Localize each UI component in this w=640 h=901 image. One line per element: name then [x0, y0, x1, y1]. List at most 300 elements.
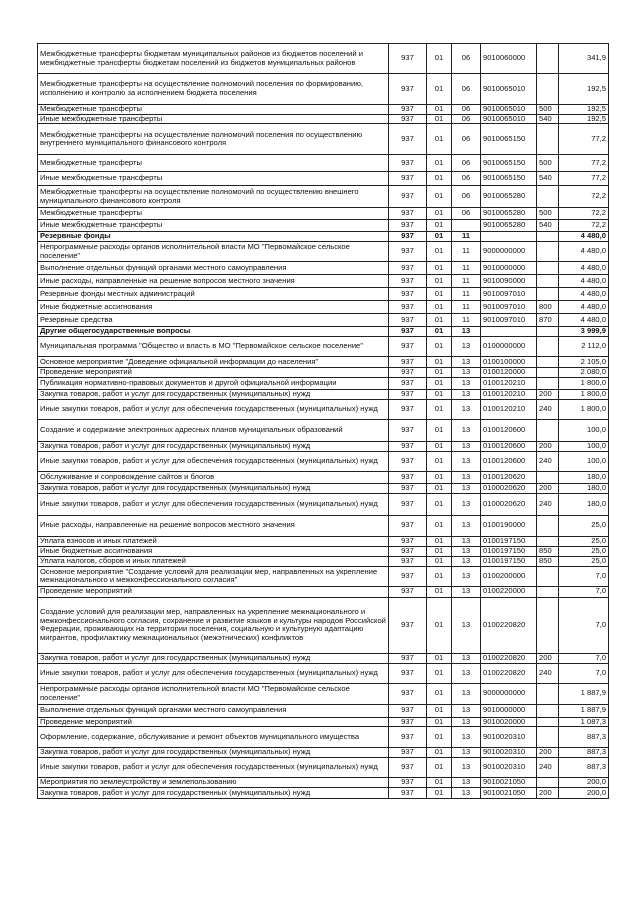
- row-rz-cell: 01: [427, 242, 452, 262]
- row-vr-cell: [537, 262, 559, 275]
- row-name-cell: Создание и содержание электронных адресных планов муниципальных образований: [38, 419, 389, 441]
- row-pr-cell: 06: [452, 105, 481, 115]
- row-vr-cell: [537, 357, 559, 368]
- row-csr-cell: 0100020620: [481, 483, 537, 493]
- row-csr-cell: 9010097010: [481, 288, 537, 301]
- table-row: [38, 515, 609, 536]
- row-pr-cell: 13: [452, 586, 481, 597]
- row-vr-cell: 540: [537, 114, 559, 124]
- row-name-cell: Иные закупки товаров, работ и услуг для обеспечения государственных (муниципальных) нужд: [38, 399, 389, 419]
- row-rz-cell: 01: [427, 704, 452, 717]
- table-row: [38, 124, 609, 155]
- row-name-cell: Иные бюджетные ассигнования: [38, 546, 389, 556]
- row-ved-cell: 937: [389, 777, 427, 787]
- row-csr-cell: 0100220820: [481, 663, 537, 683]
- row-ved-cell: 937: [389, 314, 427, 327]
- table-row: [38, 105, 609, 115]
- row-name-cell: Создание условий для реализации мер, направленных на укрепление межнационального и межконфессионального согласия, сохранение и развитие языков и культуры народов Российской Федерации, проживающих на территории поселения, социальную и культурную адаптацию мигрантов, профилактику межнациональных (межэтнических) конфликтов: [38, 597, 389, 653]
- row-rz-cell: 01: [427, 663, 452, 683]
- row-ved-cell: 937: [389, 399, 427, 419]
- row-ved-cell: 937: [389, 327, 427, 337]
- row-pr-cell: 13: [452, 327, 481, 337]
- row-rz-cell: 01: [427, 717, 452, 727]
- row-name-cell: Иные межбюджетные трансферты: [38, 220, 389, 232]
- table-row: [38, 536, 609, 546]
- row-csr-cell: 0100120210: [481, 377, 537, 389]
- row-rz-cell: 01: [427, 124, 452, 155]
- row-csr-cell: 0100000000: [481, 337, 537, 357]
- row-ved-cell: 937: [389, 515, 427, 536]
- row-rz-cell: 01: [427, 748, 452, 758]
- row-sum-cell: 25,0: [559, 546, 609, 556]
- row-pr-cell: 06: [452, 155, 481, 172]
- table-row: [38, 471, 609, 483]
- row-pr-cell: 06: [452, 44, 481, 74]
- row-sum-cell: 7,0: [559, 663, 609, 683]
- row-csr-cell: 0100220000: [481, 586, 537, 597]
- row-vr-cell: [537, 536, 559, 546]
- row-rz-cell: 01: [427, 288, 452, 301]
- row-rz-cell: 01: [427, 314, 452, 327]
- table-row: [38, 368, 609, 378]
- row-pr-cell: 13: [452, 377, 481, 389]
- row-ved-cell: 937: [389, 337, 427, 357]
- row-csr-cell: 0100120210: [481, 389, 537, 399]
- row-name-cell: Основное мероприятие "Создание условий для реализации мер, направленных на укрепление межнационального и межконфессионального согласия": [38, 566, 389, 586]
- row-csr-cell: 0100190000: [481, 515, 537, 536]
- row-sum-cell: 192,5: [559, 114, 609, 124]
- table-row: [38, 586, 609, 597]
- row-vr-cell: [537, 471, 559, 483]
- row-vr-cell: [537, 515, 559, 536]
- row-sum-cell: 2 112,0: [559, 337, 609, 357]
- table-row: [38, 441, 609, 451]
- row-ved-cell: 937: [389, 493, 427, 515]
- row-rz-cell: 01: [427, 451, 452, 471]
- row-name-cell: Муниципальная программа "Общество и власть в МО "Первомайское сельское поселение": [38, 337, 389, 357]
- row-csr-cell: 9010090000: [481, 275, 537, 288]
- row-sum-cell: 77,2: [559, 124, 609, 155]
- row-pr-cell: 11: [452, 242, 481, 262]
- row-vr-cell: 850: [537, 556, 559, 566]
- row-name-cell: Закупка товаров, работ и услуг для государственных (муниципальных) нужд: [38, 441, 389, 451]
- row-vr-cell: [537, 777, 559, 787]
- table-row: [38, 389, 609, 399]
- row-sum-cell: 7,0: [559, 586, 609, 597]
- row-sum-cell: 72,2: [559, 220, 609, 232]
- row-pr-cell: 13: [452, 368, 481, 378]
- row-name-cell: Межбюджетные трансферты: [38, 208, 389, 220]
- table-row: [38, 74, 609, 105]
- table-row: [38, 597, 609, 653]
- row-vr-cell: 870: [537, 314, 559, 327]
- row-name-cell: Выполнение отдельных функций органами местного самоуправления: [38, 262, 389, 275]
- row-csr-cell: 0100197150: [481, 556, 537, 566]
- row-name-cell: Межбюджетные трансферты на осуществление полномочий поселения по формированию, исполнению и контролю за исполнением бюджета поселения: [38, 74, 389, 105]
- row-rz-cell: 01: [427, 275, 452, 288]
- row-sum-cell: 4 480,0: [559, 288, 609, 301]
- row-rz-cell: 01: [427, 515, 452, 536]
- row-sum-cell: 1 800,0: [559, 377, 609, 389]
- row-vr-cell: 540: [537, 220, 559, 232]
- row-ved-cell: 937: [389, 208, 427, 220]
- row-rz-cell: 01: [427, 566, 452, 586]
- row-pr-cell: 13: [452, 757, 481, 777]
- table-row: [38, 357, 609, 368]
- row-sum-cell: 1 887,9: [559, 704, 609, 717]
- row-rz-cell: 01: [427, 105, 452, 115]
- row-name-cell: Межбюджетные трансферты: [38, 105, 389, 115]
- row-csr-cell: 9010065280: [481, 186, 537, 208]
- table-row: [38, 208, 609, 220]
- row-sum-cell: 7,0: [559, 597, 609, 653]
- row-vr-cell: [537, 242, 559, 262]
- row-csr-cell: 9010065280: [481, 220, 537, 232]
- table-row: [38, 232, 609, 242]
- row-sum-cell: 4 480,0: [559, 275, 609, 288]
- row-csr-cell: 0100197150: [481, 536, 537, 546]
- row-pr-cell: 06: [452, 74, 481, 105]
- row-ved-cell: 937: [389, 748, 427, 758]
- row-vr-cell: [537, 419, 559, 441]
- row-rz-cell: 01: [427, 727, 452, 748]
- row-sum-cell: 25,0: [559, 515, 609, 536]
- row-csr-cell: 9010060000: [481, 44, 537, 74]
- row-name-cell: Межбюджетные трансферты на осуществление полномочий поселения по осуществлению внутреннего муниципального финансового контроля: [38, 124, 389, 155]
- row-name-cell: Публикация нормативно-правовых документов и другой официальной информации: [38, 377, 389, 389]
- row-csr-cell: 9010020000: [481, 717, 537, 727]
- table-row: [38, 556, 609, 566]
- table-row: [38, 275, 609, 288]
- row-pr-cell: 13: [452, 399, 481, 419]
- row-sum-cell: 7,0: [559, 566, 609, 586]
- row-csr-cell: 9010000000: [481, 704, 537, 717]
- row-name-cell: Иные закупки товаров, работ и услуг для обеспечения государственных (муниципальных) нужд: [38, 757, 389, 777]
- row-ved-cell: 937: [389, 471, 427, 483]
- row-vr-cell: [537, 717, 559, 727]
- row-ved-cell: 937: [389, 727, 427, 748]
- row-name-cell: Закупка товаров, работ и услуг для государственных (муниципальных) нужд: [38, 787, 389, 798]
- row-pr-cell: 11: [452, 262, 481, 275]
- row-pr-cell: 13: [452, 653, 481, 663]
- row-vr-cell: [537, 704, 559, 717]
- row-pr-cell: 13: [452, 419, 481, 441]
- row-pr-cell: 11: [452, 288, 481, 301]
- row-ved-cell: 937: [389, 419, 427, 441]
- table-row: [38, 451, 609, 471]
- row-rz-cell: 01: [427, 74, 452, 105]
- row-name-cell: Уплата налогов, сборов и иных платежей: [38, 556, 389, 566]
- table-row: [38, 777, 609, 787]
- row-sum-cell: 2 105,0: [559, 357, 609, 368]
- row-name-cell: Иные расходы, направленные на решение вопросов местного значения: [38, 275, 389, 288]
- row-csr-cell: 9010065150: [481, 124, 537, 155]
- row-name-cell: Закупка товаров, работ и услуг для государственных (муниципальных) нужд: [38, 483, 389, 493]
- row-vr-cell: [537, 288, 559, 301]
- row-csr-cell: 9000000000: [481, 242, 537, 262]
- row-pr-cell: 13: [452, 748, 481, 758]
- row-rz-cell: 01: [427, 301, 452, 314]
- row-sum-cell: 1 800,0: [559, 399, 609, 419]
- row-sum-cell: 77,2: [559, 172, 609, 186]
- row-sum-cell: 4 480,0: [559, 242, 609, 262]
- row-pr-cell: 13: [452, 441, 481, 451]
- row-rz-cell: 01: [427, 683, 452, 704]
- table-row: [38, 314, 609, 327]
- row-name-cell: Непрограммные расходы органов исполнительной власти МО "Первомайское сельское поселение": [38, 683, 389, 704]
- row-csr-cell: 0100120600: [481, 441, 537, 451]
- row-rz-cell: 01: [427, 114, 452, 124]
- row-name-cell: Межбюджетные трансферты: [38, 155, 389, 172]
- row-ved-cell: 937: [389, 683, 427, 704]
- row-name-cell: Резервные фонды местных администраций: [38, 288, 389, 301]
- row-name-cell: Основное мероприятие "Доведение официальной информации до населения": [38, 357, 389, 368]
- row-csr-cell: 9010065150: [481, 155, 537, 172]
- table-row: [38, 186, 609, 208]
- row-rz-cell: 01: [427, 399, 452, 419]
- row-pr-cell: 11: [452, 275, 481, 288]
- row-rz-cell: 01: [427, 44, 452, 74]
- row-rz-cell: 01: [427, 483, 452, 493]
- row-sum-cell: 2 080,0: [559, 368, 609, 378]
- table-row: [38, 727, 609, 748]
- row-vr-cell: [537, 566, 559, 586]
- row-pr-cell: 13: [452, 566, 481, 586]
- row-name-cell: Закупка товаров, работ и услуг для государственных (муниципальных) нужд: [38, 389, 389, 399]
- table-row: [38, 546, 609, 556]
- row-sum-cell: 1 800,0: [559, 389, 609, 399]
- row-sum-cell: 341,9: [559, 44, 609, 74]
- row-ved-cell: 937: [389, 653, 427, 663]
- row-ved-cell: 937: [389, 536, 427, 546]
- table-row: [38, 566, 609, 586]
- row-csr-cell: 9010020310: [481, 748, 537, 758]
- row-ved-cell: 937: [389, 124, 427, 155]
- budget-table-body: [38, 44, 609, 799]
- row-vr-cell: 850: [537, 546, 559, 556]
- row-vr-cell: 500: [537, 105, 559, 115]
- row-csr-cell: [481, 232, 537, 242]
- row-ved-cell: 937: [389, 301, 427, 314]
- row-name-cell: Проведение мероприятий: [38, 368, 389, 378]
- row-name-cell: Иные закупки товаров, работ и услуг для обеспечения государственных (муниципальных) нужд: [38, 451, 389, 471]
- row-vr-cell: 500: [537, 208, 559, 220]
- row-ved-cell: 937: [389, 155, 427, 172]
- row-ved-cell: 937: [389, 787, 427, 798]
- row-sum-cell: 1 887,9: [559, 683, 609, 704]
- table-row: [38, 301, 609, 314]
- row-ved-cell: 937: [389, 663, 427, 683]
- table-row: [38, 220, 609, 232]
- row-vr-cell: [537, 232, 559, 242]
- row-ved-cell: 937: [389, 717, 427, 727]
- row-vr-cell: 240: [537, 757, 559, 777]
- row-name-cell: Непрограммные расходы органов исполнительной власти МО "Первомайское сельское поселение": [38, 242, 389, 262]
- row-rz-cell: 01: [427, 186, 452, 208]
- row-csr-cell: [481, 327, 537, 337]
- row-sum-cell: 100,0: [559, 441, 609, 451]
- row-sum-cell: 192,5: [559, 74, 609, 105]
- row-sum-cell: 7,0: [559, 653, 609, 663]
- row-pr-cell: 13: [452, 727, 481, 748]
- row-rz-cell: 01: [427, 493, 452, 515]
- row-rz-cell: 01: [427, 777, 452, 787]
- row-sum-cell: 4 480,0: [559, 232, 609, 242]
- row-pr-cell: 06: [452, 124, 481, 155]
- row-csr-cell: 9010097010: [481, 314, 537, 327]
- row-csr-cell: 9010065010: [481, 114, 537, 124]
- row-ved-cell: 937: [389, 357, 427, 368]
- row-pr-cell: 13: [452, 337, 481, 357]
- row-csr-cell: 0100120600: [481, 419, 537, 441]
- row-csr-cell: 0100120600: [481, 451, 537, 471]
- row-vr-cell: [537, 327, 559, 337]
- row-rz-cell: 01: [427, 441, 452, 451]
- row-name-cell: Иные межбюджетные трансферты: [38, 114, 389, 124]
- row-sum-cell: 180,0: [559, 493, 609, 515]
- row-csr-cell: 9000000000: [481, 683, 537, 704]
- row-sum-cell: 4 480,0: [559, 262, 609, 275]
- row-rz-cell: 01: [427, 389, 452, 399]
- row-vr-cell: 200: [537, 748, 559, 758]
- row-name-cell: Иные закупки товаров, работ и услуг для обеспечения государственных (муниципальных) нужд: [38, 493, 389, 515]
- row-pr-cell: 13: [452, 471, 481, 483]
- row-ved-cell: 937: [389, 389, 427, 399]
- row-ved-cell: 937: [389, 74, 427, 105]
- row-sum-cell: 100,0: [559, 419, 609, 441]
- row-ved-cell: 937: [389, 172, 427, 186]
- row-rz-cell: 01: [427, 327, 452, 337]
- row-sum-cell: 25,0: [559, 556, 609, 566]
- row-vr-cell: [537, 683, 559, 704]
- row-ved-cell: 937: [389, 483, 427, 493]
- table-row: [38, 377, 609, 389]
- row-rz-cell: 01: [427, 262, 452, 275]
- row-vr-cell: [537, 597, 559, 653]
- row-rz-cell: 01: [427, 377, 452, 389]
- table-row: [38, 114, 609, 124]
- row-csr-cell: 9010065150: [481, 172, 537, 186]
- row-ved-cell: 937: [389, 105, 427, 115]
- table-row: [38, 327, 609, 337]
- row-ved-cell: 937: [389, 186, 427, 208]
- row-name-cell: Резервные средства: [38, 314, 389, 327]
- row-pr-cell: 13: [452, 536, 481, 546]
- row-ved-cell: 937: [389, 368, 427, 378]
- row-pr-cell: 13: [452, 717, 481, 727]
- row-pr-cell: 11: [452, 301, 481, 314]
- row-sum-cell: 192,5: [559, 105, 609, 115]
- table-row: [38, 44, 609, 74]
- row-rz-cell: 01: [427, 220, 452, 232]
- row-vr-cell: 200: [537, 653, 559, 663]
- row-ved-cell: 937: [389, 546, 427, 556]
- row-name-cell: Иные бюджетные ассигнования: [38, 301, 389, 314]
- row-ved-cell: 937: [389, 586, 427, 597]
- row-ved-cell: 937: [389, 566, 427, 586]
- row-vr-cell: [537, 74, 559, 105]
- row-pr-cell: 13: [452, 777, 481, 787]
- row-ved-cell: 937: [389, 275, 427, 288]
- row-rz-cell: 01: [427, 556, 452, 566]
- row-name-cell: Обслуживание и сопровождение сайтов и блогов: [38, 471, 389, 483]
- row-sum-cell: 72,2: [559, 186, 609, 208]
- row-pr-cell: 06: [452, 114, 481, 124]
- row-pr-cell: 13: [452, 493, 481, 515]
- row-rz-cell: 01: [427, 546, 452, 556]
- row-pr-cell: 13: [452, 357, 481, 368]
- row-sum-cell: 180,0: [559, 483, 609, 493]
- row-rz-cell: 01: [427, 419, 452, 441]
- table-row: [38, 757, 609, 777]
- row-csr-cell: 9010065010: [481, 74, 537, 105]
- row-csr-cell: 0100120000: [481, 368, 537, 378]
- row-rz-cell: 01: [427, 155, 452, 172]
- row-csr-cell: 9010000000: [481, 262, 537, 275]
- row-ved-cell: 937: [389, 242, 427, 262]
- row-csr-cell: 0100220820: [481, 653, 537, 663]
- row-name-cell: Иные расходы, направленные на решение вопросов местного значения: [38, 515, 389, 536]
- row-vr-cell: 240: [537, 493, 559, 515]
- row-rz-cell: 01: [427, 471, 452, 483]
- row-name-cell: Межбюджетные трансферты на осуществление полномочий по осуществлению внешнего муниципального финансового контроля: [38, 186, 389, 208]
- row-name-cell: Уплата взносов и иных платежей: [38, 536, 389, 546]
- row-csr-cell: 9010065280: [481, 208, 537, 220]
- row-ved-cell: 937: [389, 114, 427, 124]
- row-csr-cell: 9010021050: [481, 787, 537, 798]
- row-sum-cell: 200,0: [559, 787, 609, 798]
- row-vr-cell: [537, 186, 559, 208]
- row-vr-cell: 500: [537, 155, 559, 172]
- row-name-cell: Проведение мероприятий: [38, 586, 389, 597]
- row-vr-cell: 200: [537, 483, 559, 493]
- row-vr-cell: [537, 275, 559, 288]
- row-pr-cell: 11: [452, 232, 481, 242]
- row-ved-cell: 937: [389, 704, 427, 717]
- row-pr-cell: 13: [452, 515, 481, 536]
- row-rz-cell: 01: [427, 337, 452, 357]
- row-csr-cell: 0100020620: [481, 493, 537, 515]
- row-pr-cell: 06: [452, 208, 481, 220]
- row-name-cell: Закупка товаров, работ и услуг для государственных (муниципальных) нужд: [38, 748, 389, 758]
- row-rz-cell: 01: [427, 208, 452, 220]
- row-pr-cell: 13: [452, 483, 481, 493]
- row-rz-cell: 01: [427, 232, 452, 242]
- row-sum-cell: 4 480,0: [559, 314, 609, 327]
- row-vr-cell: [537, 44, 559, 74]
- row-csr-cell: 0100220820: [481, 597, 537, 653]
- row-pr-cell: 13: [452, 704, 481, 717]
- table-row: [38, 242, 609, 262]
- table-row: [38, 787, 609, 798]
- row-rz-cell: 01: [427, 536, 452, 546]
- row-rz-cell: 01: [427, 757, 452, 777]
- row-sum-cell: 887,3: [559, 748, 609, 758]
- row-vr-cell: [537, 337, 559, 357]
- row-pr-cell: 13: [452, 597, 481, 653]
- row-vr-cell: 540: [537, 172, 559, 186]
- row-rz-cell: 01: [427, 586, 452, 597]
- row-ved-cell: 937: [389, 377, 427, 389]
- row-ved-cell: 937: [389, 597, 427, 653]
- row-rz-cell: 01: [427, 787, 452, 798]
- row-rz-cell: 01: [427, 368, 452, 378]
- table-row: [38, 419, 609, 441]
- row-vr-cell: 200: [537, 389, 559, 399]
- row-name-cell: Оформление, содержание, обслуживание и ремонт объектов муниципального имущества: [38, 727, 389, 748]
- row-ved-cell: 937: [389, 556, 427, 566]
- row-pr-cell: 13: [452, 451, 481, 471]
